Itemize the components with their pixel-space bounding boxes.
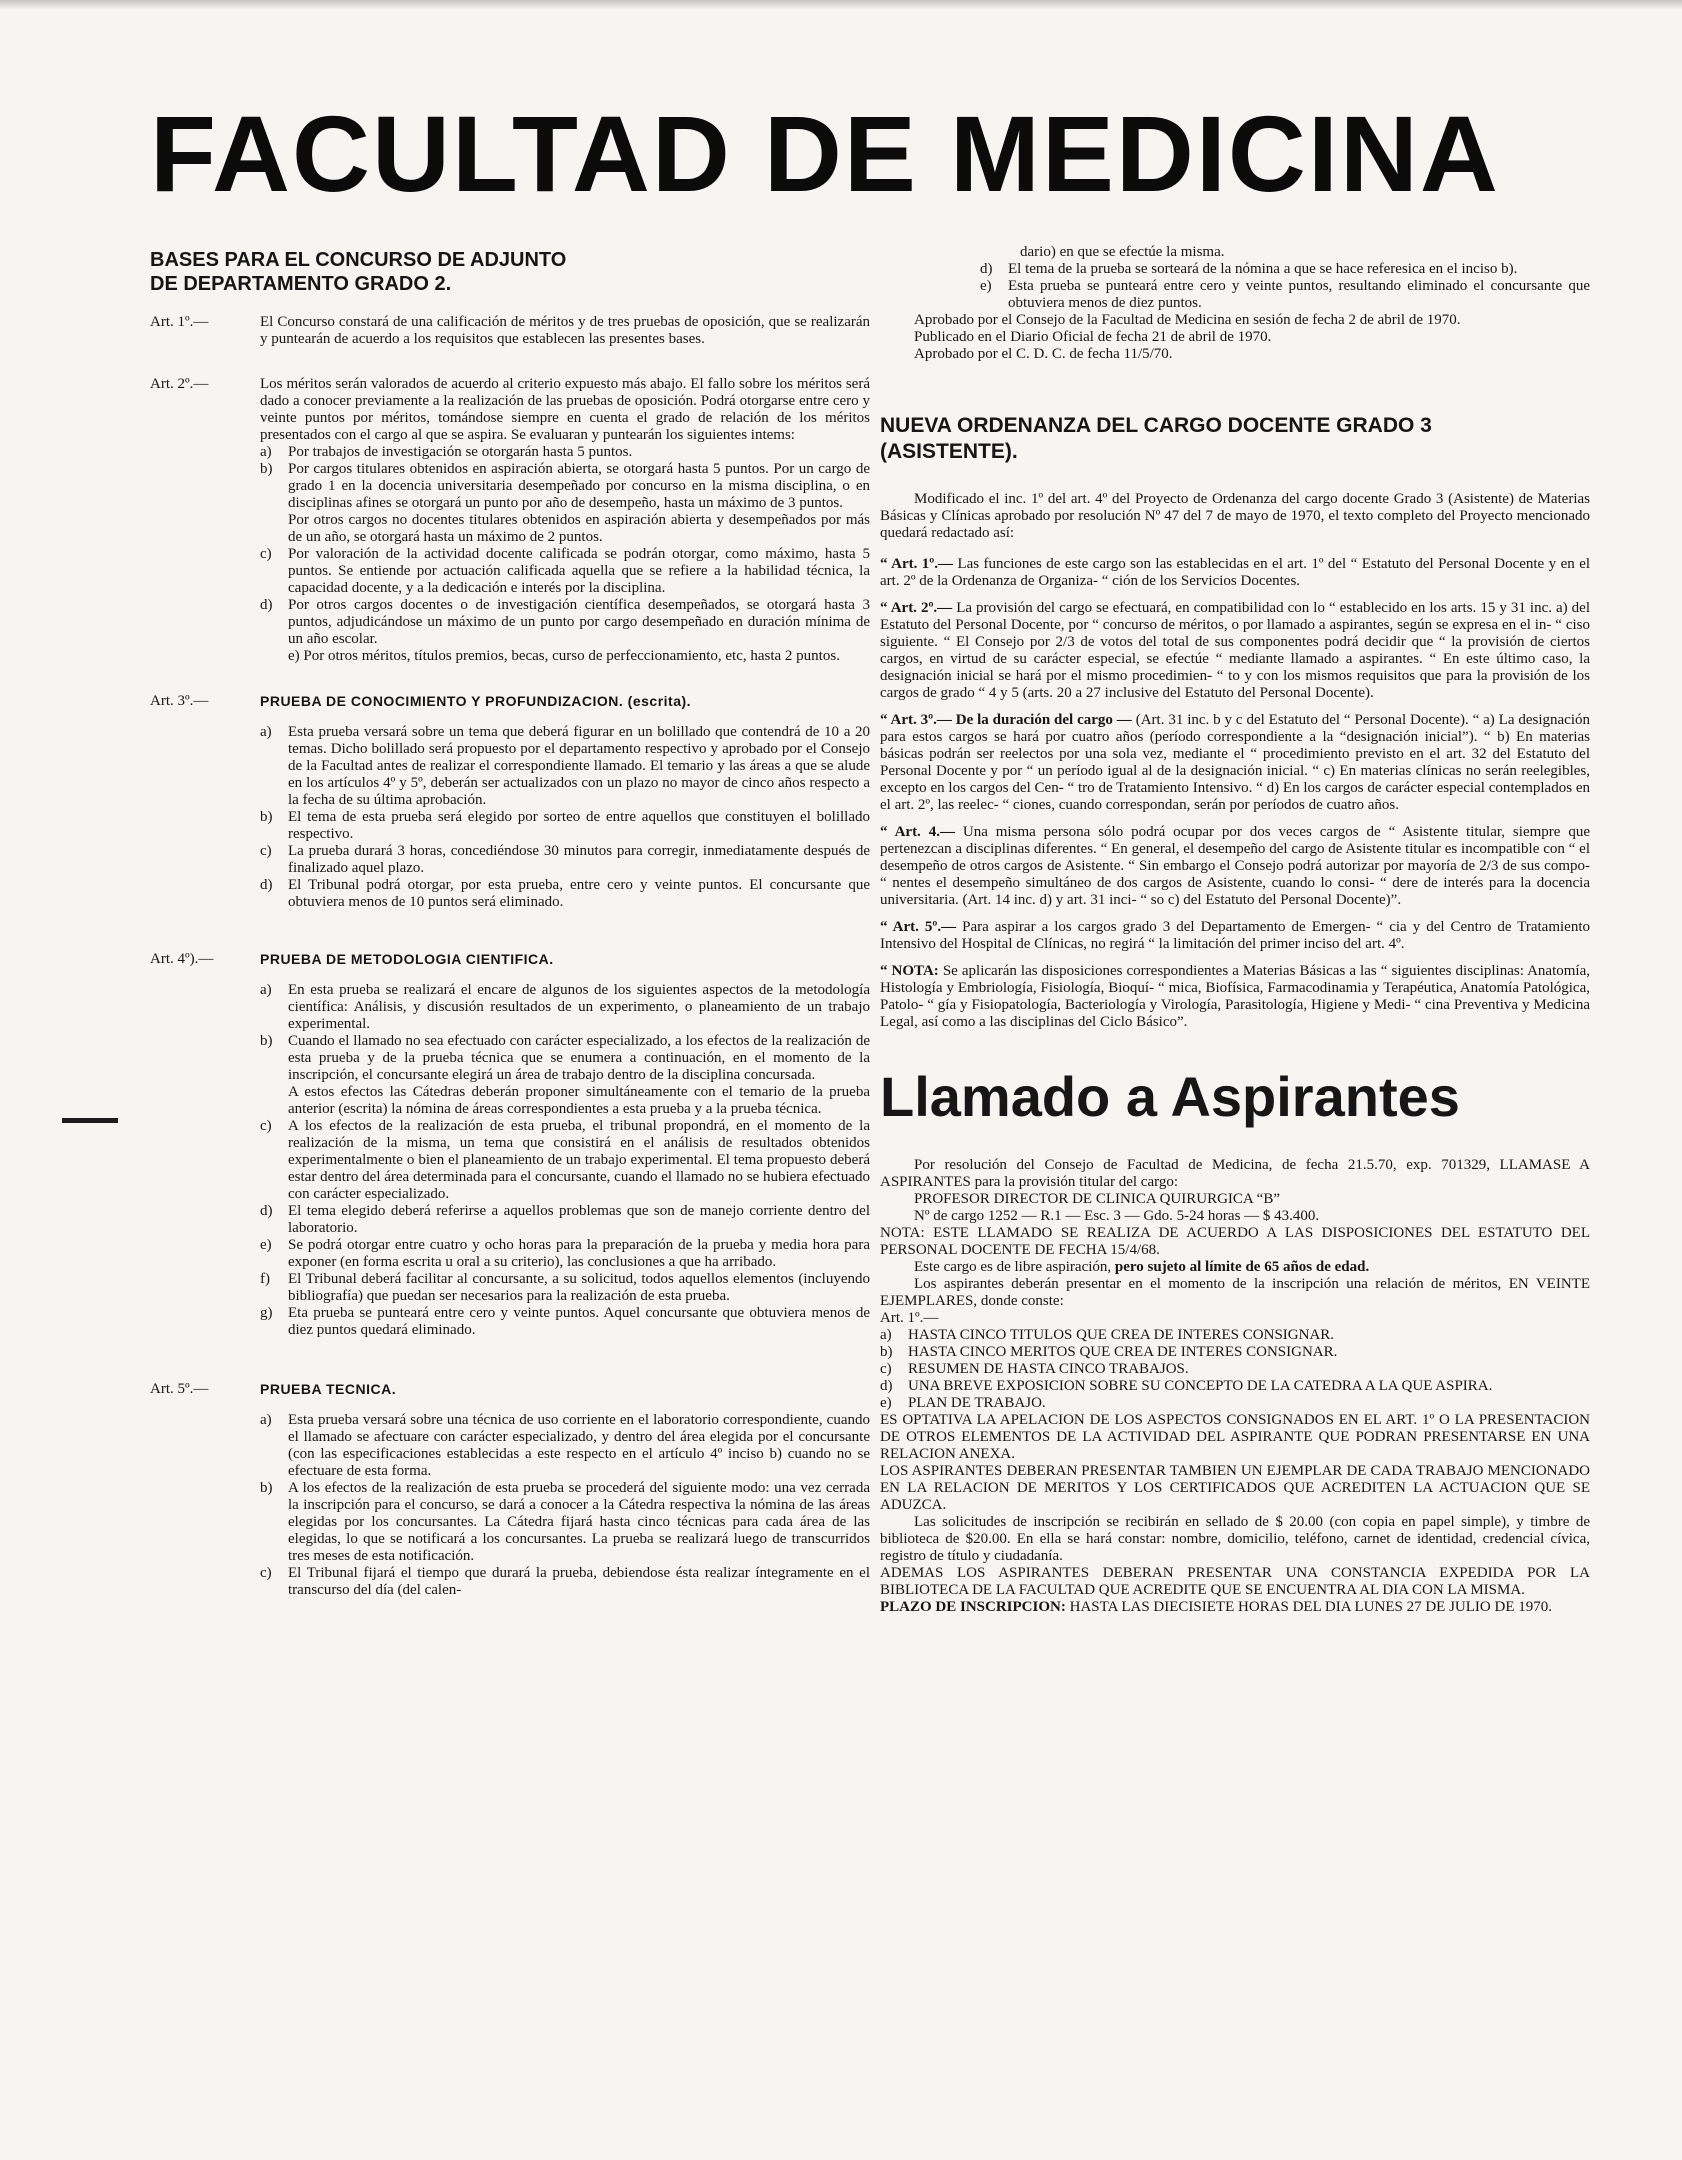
list-item: e) Esta prueba se punteará entre cero y veinte puntos, resultando eliminado el concursante que obtuviera menos de diez puntos. xyxy=(980,278,1590,311)
published-diario: Publicado en el Diario Oficial de fecha 21 de abril de 1970. xyxy=(914,329,1272,345)
ord-art5-head: “ Art. 5º.— xyxy=(880,919,957,935)
list-item: d) El tema de la prueba se sorteará de la nómina a que se hace referesica en el inciso b). xyxy=(980,261,1518,277)
right-column xyxy=(880,244,1590,1616)
approved-consejo: Aprobado por el Consejo de la Facultad de Medicina en sesión de fecha 2 de abril de 1970. xyxy=(914,312,1461,328)
ordenanza-title-line1: NUEVA ORDENANZA DEL CARGO DOCENTE GRADO 3 xyxy=(880,414,1432,437)
list-item: a) Esta prueba versará sobre un tema que deberá figurar en un bolillado que contendrá de 10 a 20 temas. Dicho bolillado será propuesto por el departamento respectivo y aprobado por el Consejo de la Facultad antes de realizar el correspondiente llamado. El temario y las áreas a que se alude en los artículos 4º y 5º, deberán ser actualizados con un plazo no mayor de cinco años respecto a la fecha de su última aprobación. xyxy=(260,724,870,808)
ord-art4-text: Una misma persona sólo podrá ocupar por dos veces cargos de “ Asistente titular, siempre que pertenezcan a disciplinas diferentes. “ En general, el desempeño del cargo de Asistente titular es incompatible con “ el desempeño de otros cargos de Asistente. “ Sin embargo el Consejo podrá autorizar por mayoría de 2/3 de sus compo- “ nentes el desempeño simultáneo de dos cargos de Asistente, cuando lo consi- “ dere de interés para la docencia universitaria. (Art. 14 inc. d) y art. 31 inci- “ so c) del Estatuto del Personal Docente)”. xyxy=(880,824,1590,908)
art1-text: El Concurso constará de una calificación de méritos y de tres pruebas de oposición, que se realizarán y puntearán de acuerdo a los requisitos que establecen las presentes bases. xyxy=(260,314,870,347)
masthead-title: FACULTAD DE MEDICINA xyxy=(150,93,1500,214)
llamado-plazo-label: PLAZO DE INSCRIPCION: xyxy=(880,1599,1066,1615)
art3-items xyxy=(260,724,870,911)
ord-art2-text: La provisión del cargo se efectuará, en compatibilidad con lo “ establecido en los arts. 15 y 31 inc. a) del Estatuto del Personal Docente, por “ concurso de méritos, o por llamado a aspirantes, según se expresa en el in- “ ciso siguiente. “ El Consejo por 2/3 de votos del total de sus componentes podrá decidir que “ la provisión de ciertos cargos, en virtud de su carácter especial, se efectúe “ mediante llamado a aspirantes. “ En este último caso, la designación inicial se hará por el mismo procedimien- “ to y con los mismos requisitos que para la provisión de los cargos de grado “ 4 y 5 (arts. 20 a 27 inclusive del Estatuto del Personal Docente). xyxy=(880,600,1591,701)
list-item: a) En esta prueba se realizará el encare de algunos de los siguientes aspectos de la metodología científica: Análisis, y discusión resultados de un experimento, o planeamiento de un trabajo experimental. xyxy=(260,982,870,1032)
art2 xyxy=(150,376,870,665)
art3 xyxy=(150,693,870,911)
ord-nota-text: Se aplicarán las disposiciones correspondientes a Materias Básicas a las “ siguientes disciplinas: Anatomía, Histología y Embriología, Fisiología, Bioquí- “ mica, Biofísica, Farmacodinamia y Terapéutica, Anatomía Patológica, Patolo- “ gía y Fisiopatología, Bacteriología y Virología, Parasitología, Higiene y Medi- “ cina Preventiva y Medicina Legal, así como a las disciplinas del Ciclo Básico”. xyxy=(880,963,1590,1030)
list-item: g) Eta prueba se punteará entre cero y veinte puntos. Aquel concursante que obtuviera menos de diez puntos quedará eliminado. xyxy=(260,1305,870,1338)
bases-title-line2: DE DEPARTAMENTO GRADO 2. xyxy=(150,273,452,295)
approved-cdc: Aprobado por el C. D. C. de fecha 11/5/70. xyxy=(914,346,1173,362)
list-item: b) HASTA CINCO MERITOS QUE CREA DE INTERES CONSIGNAR. xyxy=(880,1344,1338,1360)
list-item: c) La prueba durará 3 horas, concediéndose 30 minutos para corregir, inmediatamente después de finalizado aquel plazo. xyxy=(260,843,870,876)
llamado-p6: ADEMAS LOS ASPIRANTES DEBERAN PRESENTAR UNA CONSTANCIA EXPEDIDA POR LA BIBLIOTECA DE LA FACULTAD QUE ACREDITE QUE SE ENCUENTRA AL DIA CON LA MISMA. xyxy=(880,1565,1590,1598)
art1-label: Art. 1º.— xyxy=(150,314,209,330)
list-item: c) A los efectos de la realización de esta prueba, el tribunal propondrá, en el momento de la realización de la misma, un tema que consistirá en el análisis de resultados obtenidos experimentalmente o bien el planeamiento de un trabajo experimental. El tema propuesto deberá estar dentro del área determinada para el concursante, cuando el llamado no se hubiera efectuado con carácter especializado. xyxy=(260,1118,870,1202)
llamado-items xyxy=(880,1327,1590,1412)
ord-art3-head: “ Art. 3º.— De la duración del cargo — xyxy=(880,712,1132,728)
llamado-p4: LOS ASPIRANTES DEBERAN PRESENTAR TAMBIEN UN EJEMPLAR DE CADA TRABAJO MENCIONADO EN LA RELACION DE MERITOS Y LOS CERTIFICADOS QUE ACREDITEN LA ACTUACION QUE SE ADUZCA. xyxy=(880,1463,1590,1513)
bases-title-line1: BASES PARA EL CONCURSO DE ADJUNTO xyxy=(150,249,567,271)
art4-heading: PRUEBA DE METODOLOGIA CIENTIFICA. xyxy=(260,951,554,967)
art5 xyxy=(150,1381,870,1599)
ord-art2 xyxy=(880,600,1590,702)
art2-label: Art. 2º.— xyxy=(150,376,209,392)
list-item: c) RESUMEN DE HASTA CINCO TRABAJOS. xyxy=(880,1361,1189,1377)
ord-art5-text: Para aspirar a los cargos grado 3 del Departamento de Emergen- “ cia y del Centro de Tratamiento Intensivo del Hospital de Clínicas, no regirá “ la limitación del primer inciso del art. 4º. xyxy=(880,919,1590,952)
art4-label: Art. 4º).— xyxy=(150,951,214,967)
llamado-p5: Las solicitudes de inscripción se recibirán en sellado de $ 20.00 (con copia en papel simple), y timbre de biblioteca de $20.00. En ella se hará constar: nombre, domicilio, teléfono, carnet de identidad, credencial cívica, registro de título y ciudadanía. xyxy=(880,1514,1590,1564)
ordenanza-title-line2: (ASISTENTE). xyxy=(880,440,1018,463)
list-item: b) A los efectos de la realización de esta prueba se procederá del siguiente modo: una vez cerrada la inscripción para el concurso, se dará a conocer a la Cátedra respectiva la nómina de las áreas elegidas por los concursantes. La Cátedra fijará hasta cinco técnicas para cada área de las elegidas, lo que se notificará a los concursantes. La prueba se realizará luego de transcurridos tres meses de esta notificación. xyxy=(260,1480,870,1564)
llamado-plazo-text: HASTA LAS DIECISIETE HORAS DEL DIA LUNES 27 DE JULIO DE 1970. xyxy=(1069,1599,1552,1615)
art2-items xyxy=(260,444,870,665)
llamado-libre xyxy=(880,1259,1590,1276)
ord-art4 xyxy=(880,824,1590,909)
list-item: f) El Tribunal deberá facilitar al concursante, a su solicitud, todos aquellos elementos (incluyendo bibliografía) que puedan ser necesarios para la realización de esta prueba. xyxy=(260,1271,870,1304)
llamado-p2: Los aspirantes deberán presentar en el momento de la inscripción una relación de méritos, EN VEINTE EJEMPLARES, donde conste: xyxy=(880,1276,1590,1309)
art3-label: Art. 3º.— xyxy=(150,693,209,709)
art4-items xyxy=(260,982,870,1339)
ord-art1-text: Las funciones de este cargo son las establecidas en el art. 1º del “ Estatuto del Personal Docente y en el art. 2º de la Ordenanza de Organiza- “ ción de los Servicios Docentes. xyxy=(880,556,1591,589)
llamado-art1: Art. 1º.— xyxy=(880,1310,939,1326)
ord-art4-head: “ Art. 4.— xyxy=(880,824,955,840)
llamado-p1: Por resolución del Consejo de Facultad de Medicina, de fecha 21.5.70, exp. 701329, LLAMASE A ASPIRANTES para la provisión titular del cargo: xyxy=(880,1157,1590,1190)
llamado-libre-text: Este cargo es de libre aspiración, xyxy=(914,1259,1112,1275)
list-item: e) PLAN DE TRABAJO. xyxy=(880,1395,1046,1411)
list-item: Por otros cargos no docentes titulares obtenidos en aspiración abierta y desempeñados por más de un año, se otorgará hasta un máximo de 2 puntos. xyxy=(288,512,870,545)
list-item: a) Por trabajos de investigación se otorgarán hasta 5 puntos. xyxy=(260,444,633,460)
left-column xyxy=(150,248,870,1613)
ord-art3-text: (Art. 31 inc. b y c del Estatuto del “ Personal Docente). “ a) La designación para estos cargos se hará por cuatro años (período correspondiente a la “designación inicial”). “ b) En materias básicas podrán ser reelectos por una sola vez, mediante el “ procedimiento previsto en el art. 32 del Estatuto del Personal Docente y por “ un período igual al de la designación inicial. “ c) En materias clínicas no serán reelegibles, excepto en los cargos del Cen- “ tro de Tratamiento Intensivo. “ d) En los cargos de carácter especial contemplados en el art. 2º, las reelec- “ ciones, cuando correspondan, serán por períodos de cuatro años. xyxy=(880,712,1591,813)
ord-art2-head: “ Art. 2º.— xyxy=(880,600,953,616)
llamado-cargo-detail: Nº de cargo 1252 — R.1 — Esc. 3 — Gdo. 5-24 horas — $ 43.400. xyxy=(914,1208,1320,1224)
llamado-title: Llamado a Aspirantes xyxy=(880,1065,1460,1128)
llamado-cargo: PROFESOR DIRECTOR DE CLINICA QUIRURGICA “B” xyxy=(914,1191,1280,1207)
art2-text: Los méritos serán valorados de acuerdo al criterio expuesto más abajo. El fallo sobre los méritos será dado a conocer previamente a la realización de las pruebas de oposición. Podrá otorgarse entre cero y veinte puntos por méritos, tomándose siempre en cuenta el grado de relación de los méritos presentados con el cargo al que se aspira. Se evaluaran y puntearán los siguientes intems: xyxy=(260,376,870,443)
list-item: e) Se podrá otorgar entre cuatro y ocho horas para la preparación de la prueba y media hora para exponer (en forma escrita u oral a su criterio), las conclusiones a que ha arribado. xyxy=(260,1237,870,1270)
art1 xyxy=(150,314,870,348)
llamado-nota: NOTA: ESTE LLAMADO SE REALIZA DE ACUERDO A LAS DISPOSICIONES DEL ESTATUTO DEL PERSONAL DOCENTE DE FECHA 15/4/68. xyxy=(880,1225,1590,1258)
ord-art1 xyxy=(880,556,1590,590)
scan-mark xyxy=(62,1118,118,1123)
list-item: b) El tema de esta prueba será elegido por sorteo de entre aquellos que constituyen el bolillado respectivo. xyxy=(260,809,870,842)
ordenanza-intro: Modificado el inc. 1º del art. 4º del Proyecto de Ordenanza del cargo docente Grado 3 (Asistente) de Materias Básicas y Clínicas aprobado por resolución Nº 47 del 7 de mayo de 1970, el texto completo del Proyecto mencionado quedará redactado así: xyxy=(880,491,1590,541)
list-item: d) El tema elegido deberá referirse a aquellos problemas que son de manejo corriente dentro del laboratorio. xyxy=(260,1203,870,1236)
ord-nota xyxy=(880,963,1590,1031)
bases-title xyxy=(150,248,870,296)
list-item: c) El Tribunal fijará el tiempo que durará la prueba, debiendose ésta realizar íntegramente en el transcurso del día (del calen- xyxy=(260,1565,870,1598)
art5-label: Art. 5º.— xyxy=(150,1381,209,1397)
llamado-libre-limit: pero sujeto al límite de 65 años de edad. xyxy=(1114,1259,1370,1275)
art3-heading: PRUEBA DE CONOCIMIENTO Y PROFUNDIZACION. (escrita). xyxy=(260,693,692,709)
ord-nota-head: “ NOTA: xyxy=(880,963,939,979)
bases-continuation xyxy=(880,244,1590,363)
list-item: a) Esta prueba versará sobre una técnica de uso corriente en el laboratorio correspondiente, cuando el llamado se afectuare con carácter especializado, y dentro del área elegida por el concursante (con las especificaciones establecidas a este respecto en el artículo 4º inciso b) cuando no se efectuare de esta forma. xyxy=(260,1412,870,1479)
scan-edge xyxy=(0,0,1682,10)
ordenanza-title xyxy=(880,413,1590,465)
ord-art5 xyxy=(880,919,1590,953)
art5-heading: PRUEBA TECNICA. xyxy=(260,1381,397,1397)
art5-items xyxy=(260,1412,870,1599)
ord-art1-head: “ Art. 1º.— xyxy=(880,556,953,572)
list-item: b) Por cargos titulares obtenidos en aspiración abierta, se otorgará hasta 5 puntos. Por un cargo de grado 1 en la docencia universitaria desempeñado por concurso en la misma disciplina, o en disciplinas afines se otorgará un punto por año de desempeño, hasta un máximo de 3 puntos. xyxy=(260,461,870,511)
art4 xyxy=(150,951,870,1339)
list-item: A estos efectos las Cátedras deberán proponer simultáneamente con el temario de la prueba anterior (escrita) la nómina de áreas correspondientes a esta prueba y a la prueba técnica. xyxy=(288,1084,870,1117)
list-item: a) HASTA CINCO TITULOS QUE CREA DE INTERES CONSIGNAR. xyxy=(880,1327,1335,1343)
list-item: d) Por otros cargos docentes o de investigación científica desempeñados, se otorgará hasta 3 puntos, adjudicándose un máximo de un punto por cargo desempeñado en duración mínima de un año escolar. xyxy=(260,597,870,647)
list-item: d) El Tribunal podrá otorgar, por esta prueba, entre cero y veinte puntos. El concursante que obtuviera menos de 10 puntos será eliminado. xyxy=(260,877,870,910)
list-item: b) Cuando el llamado no sea efectuado con carácter especializado, a los efectos de la realización de esta prueba y de la prueba técnica que se enumera a continuación, en el momento de la inscripción, el concursante elegirá un área de trabajo dentro de la disciplina concursada. xyxy=(260,1033,870,1083)
cont-line0: dario) en que se efectúe la misma. xyxy=(1020,244,1225,260)
ord-art3 xyxy=(880,712,1590,814)
llamado-p3: ES OPTATIVA LA APELACION DE LOS ASPECTOS CONSIGNADOS EN EL ART. 1º O LA PRESENTACION DE OTROS ELEMENTOS DE LA ACTIVIDAD DEL ASPIRANTE QUE PODRAN PRESENTARSE EN UNA RELACION ANEXA. xyxy=(880,1412,1590,1462)
list-item: d) UNA BREVE EXPOSICION SOBRE SU CONCEPTO DE LA CATEDRA A LA QUE ASPIRA. xyxy=(880,1378,1493,1394)
llamado-p7 xyxy=(880,1599,1590,1616)
cont-items xyxy=(980,261,1590,312)
list-item: c) Por valoración de la actividad docente calificada se podrán otorgar, como máximo, hasta 5 puntos. Se entiende por actuación calificada aquella que se refiere a la habilidad técnica, la capacidad docente, y a la dedicación e interés por la disciplina. xyxy=(260,546,870,596)
list-item: e) Por otros méritos, títulos premios, becas, curso de perfeccionamiento, etc, hasta 2 puntos. xyxy=(288,648,840,664)
